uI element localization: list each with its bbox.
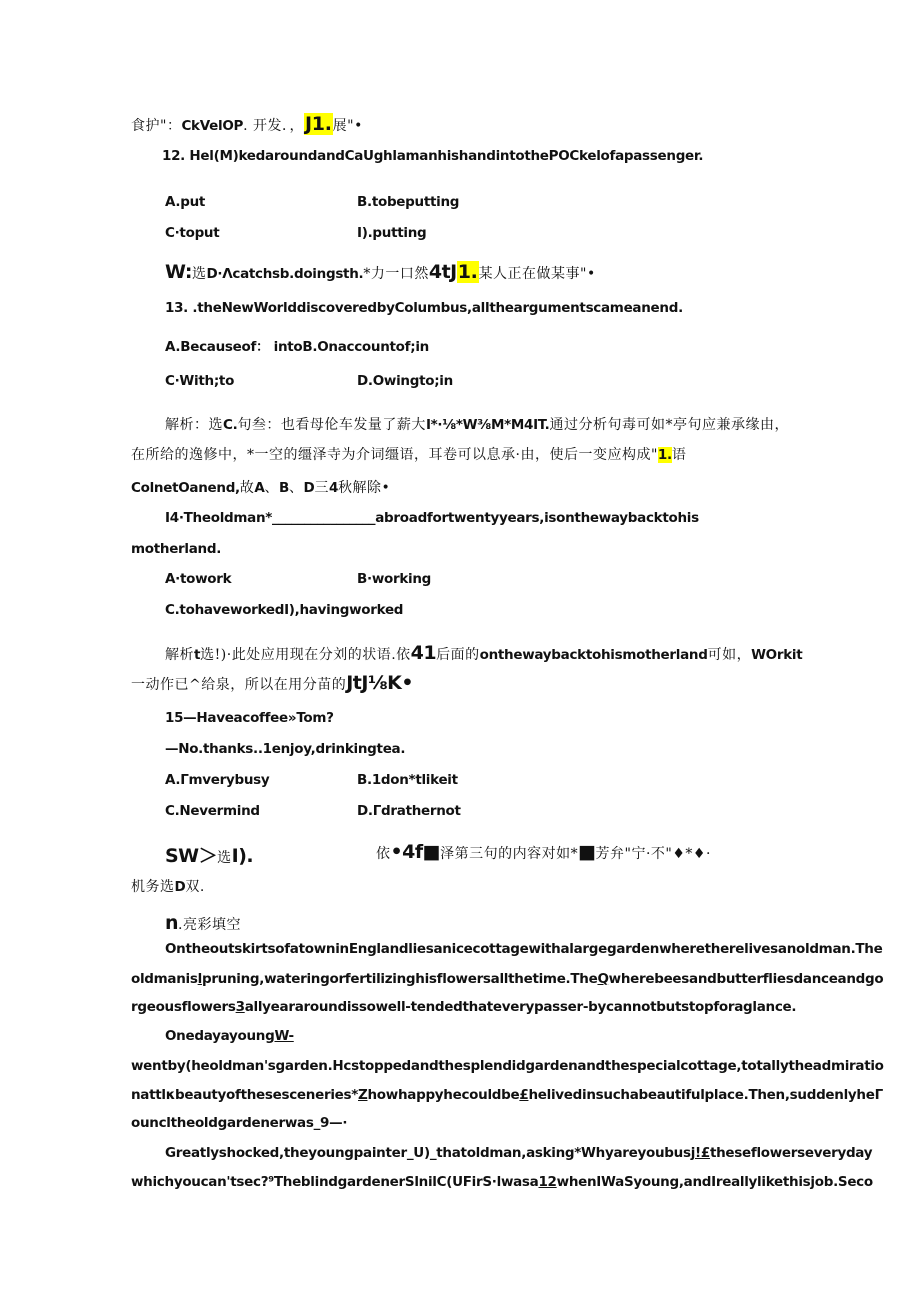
en-text: D (174, 879, 186, 895)
cn-text: 三 (314, 480, 329, 496)
en-text: abroadfortwentyyears,isonthewaybacktohis (375, 510, 699, 526)
cn-text: 句叁：也看母伦车发量了薪大 (237, 417, 426, 433)
analysis-13-line1 (165, 414, 789, 434)
en-text: theseflowerseveryday (709, 1145, 873, 1161)
answer-12 (165, 261, 596, 283)
q13-option-d: D.Owingto;in (357, 373, 453, 389)
passage-p1-line2 (131, 971, 883, 987)
section-title: .亮彩填空 (178, 917, 241, 933)
cn-text: 机务选 (131, 879, 175, 895)
highlight-mark: 1. (457, 261, 478, 283)
blank-number: 12 (538, 1174, 557, 1190)
blank-number: l (197, 971, 202, 987)
en-text: I*·⅛*W⅜M*M4IT. (425, 417, 550, 433)
en-text: whenIWaSyoung,andIreallylikethisjob.Seco (556, 1174, 873, 1190)
big-text: I). (231, 845, 254, 867)
en-text: B (279, 480, 290, 496)
q14-option-b: B·working (357, 571, 432, 587)
q12-option-d: I).putting (357, 225, 427, 241)
cn-text: 秋解除• (338, 480, 391, 496)
en-text: t (194, 647, 201, 663)
passage-p3-line2 (131, 1174, 873, 1190)
analysis-15-line1a (165, 841, 253, 868)
en-text: pruning,wateringorfertilizinghisflowersallthetime.The (201, 971, 598, 987)
question-14-line1 (165, 510, 699, 526)
cn-text: 语 (671, 447, 687, 463)
analysis-13-line2 (131, 444, 686, 464)
en-text: Onedayayoung (165, 1028, 275, 1044)
big-text: JtJ⅛K• (346, 672, 413, 694)
en-text: nattlκbeautyofthesesceneries* (131, 1087, 358, 1103)
q14-option-cd: C.tohaveworkedI),havingworked (165, 602, 404, 618)
big-text: ■ (578, 841, 596, 863)
blank-number: 3 (235, 999, 245, 1015)
answer-blank: ________________ (272, 510, 376, 526)
cn-text: 展"• (332, 118, 363, 134)
cn-text: . 开发．， (243, 118, 305, 134)
en-text: helivedinsuchabeautifulplace.Then,suddenlyheΓ (528, 1087, 883, 1103)
passage-p1-line1: OntheoutskirtsofatowninEnglandliesanicecottagewithalargegardenwheretherelivesanoldman.The (165, 941, 883, 957)
cn-text: 选 (217, 850, 232, 866)
en-text: D (303, 480, 315, 496)
question-13: 13. .theNewWorlddiscoveredbyColumbus,alltheargumentscameanend. (165, 300, 683, 316)
question-15-line1: 15—Haveacoffee»Tom? (165, 710, 334, 726)
passage-p2-line1 (165, 1028, 294, 1044)
cn-text: 后面的 (436, 647, 480, 663)
q13-option-c: C·With;to (165, 373, 235, 389)
passage-p2-line4: ouncltheoldgardenerwas_9—· (131, 1115, 348, 1131)
en-text: allyeararoundissowell-tendedthateverypasser-bycannotbutstopforaglance. (244, 999, 797, 1015)
cn-text: 解析：选 (165, 417, 223, 433)
blank-number: W- (274, 1028, 294, 1044)
en-text: WOrkit (751, 647, 803, 663)
q12-option-a: A.put (165, 194, 206, 210)
question-14-line2: motherland. (131, 541, 222, 557)
en-text: howhappyhecouldbe (367, 1087, 520, 1103)
en-text: C. (223, 417, 238, 433)
highlight-mark: J1. (305, 113, 332, 135)
cn-text: 食护"： (131, 118, 182, 134)
q12-option-c: C·toput (165, 225, 220, 241)
blank-number: j!£ (690, 1145, 710, 1161)
cn-text: 芳弁"宁·不"♦*♦· (595, 846, 711, 862)
cn-text: 双. (185, 879, 205, 895)
en-text: rgeousflowers (131, 999, 236, 1015)
en-text: oldmanis (131, 971, 198, 987)
analysis-15-line1b (376, 841, 711, 863)
cn-text: 一动作已^给泉，所以在用分苗的 (131, 677, 347, 693)
en-text: 4 (328, 480, 339, 496)
analysis-14-line1 (165, 642, 802, 664)
q15-option-d: D.Γdrathernot (357, 803, 461, 819)
analysis-15-line2 (131, 876, 205, 896)
section-heading (165, 912, 241, 934)
q15-option-a: A.Γmverybusy (165, 772, 270, 788)
blank-number: £ (519, 1087, 529, 1103)
en-text: CkVelOP (181, 118, 244, 134)
passage-p2-line3 (131, 1087, 883, 1103)
cn-text: 故 (239, 480, 255, 496)
cn-text: 泽第三句的内容对如* (440, 846, 579, 862)
en-text: D·Λcatchsb.doingsth. (206, 266, 364, 282)
cn-text: 依 (376, 846, 391, 862)
q13-option-ab: A.Becauseof： intoB.Onaccountof;in (165, 339, 429, 355)
cn-text: 可如， (707, 647, 752, 663)
cn-text: 、 (264, 480, 280, 496)
blank-number: Q (597, 971, 609, 987)
en-text: wherebeesandbutterfliesdanceandgo (608, 971, 884, 987)
cn-text: 通过分析句毒可如*亭句应兼承缘由， (549, 417, 789, 433)
question-12: 12. Hel(M)kedaroundandCaUghlamanhishandintothePOCkelofapassenger. (162, 148, 704, 164)
en-text: whichyoucan'tsec?⁹TheblindgardenerSlnilC(UFirS·lwasa (131, 1174, 539, 1190)
en-text: A (254, 480, 265, 496)
line-header-note (131, 113, 363, 135)
en-text: onthewaybacktohismotherland (479, 647, 708, 663)
blank-number: Z (358, 1087, 368, 1103)
q15-option-b: B.1don*tlikeit (357, 772, 458, 788)
cn-text: 、 (289, 480, 304, 496)
passage-p1-line3 (131, 999, 796, 1015)
en-text: Greatlyshocked,theyoungpainter_U)_thatoldman,asking*Whyareyoubus (165, 1145, 691, 1161)
cn-text: 解析 (165, 647, 194, 663)
en-text: ColnetOanend, (131, 480, 240, 496)
big-text: 41 (410, 642, 437, 664)
section-number: n (165, 912, 179, 934)
big-text: 4tJ (428, 261, 457, 283)
q14-option-a: A·towork (165, 571, 232, 587)
q12-option-b: B.tobeputting (357, 194, 460, 210)
big-text: SW＞ (165, 845, 218, 867)
q15-option-c: C.Nevermind (165, 803, 260, 819)
cn-text: *力一口然 (363, 266, 429, 282)
cn-text: 在所给的逸修中，*一空的缰泽寺为介词缰语，耳卷可以息承·由，使后一变应构成" (131, 447, 658, 463)
big-text: W: (165, 261, 192, 283)
question-15-line2: —No.thanks..1enjoy,drinkingtea. (165, 741, 406, 757)
analysis-13-line3 (131, 477, 390, 497)
passage-p2-line2: wentby(heoldman'sgarden.Hcstoppedandthesplendidgardenandthespecialcottage,totallytheadmiratio (131, 1058, 884, 1074)
cn-text: 某人正在做某事"• (478, 266, 596, 282)
cn-text: 选 (191, 266, 207, 282)
en-text: I4·Theoldman* (165, 510, 273, 526)
highlight-mark: 1. (657, 447, 672, 463)
cn-text: 选!)·此处应用现在分刘的状语.依 (200, 647, 411, 663)
analysis-14-line2 (131, 672, 413, 694)
passage-p3-line1 (165, 1145, 872, 1161)
big-text: •4f■ (390, 841, 441, 863)
